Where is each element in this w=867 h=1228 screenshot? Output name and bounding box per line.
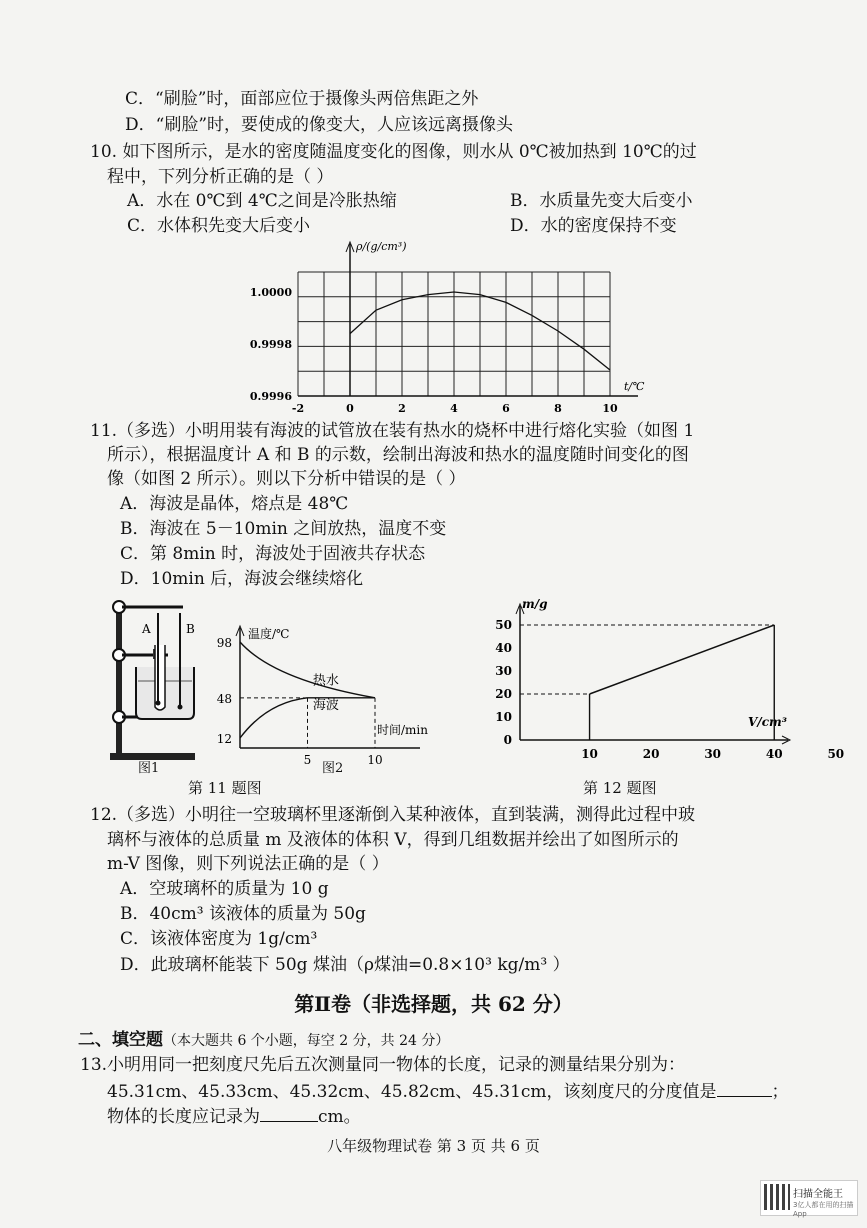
hypo-curve — [240, 698, 375, 738]
q12-option-d: D．此玻璃杯能装下 50g 煤油（ρ煤油=0.8×10³ kg/m³ ） — [120, 955, 570, 975]
x-axis-label: t/℃ — [624, 380, 645, 393]
watermark-title: 扫描全能王 — [793, 1189, 843, 1200]
q13-stem-line3 — [107, 1105, 361, 1128]
y-axis-label: m/g — [522, 597, 548, 611]
q9-option-d: D．“刷脸”时，要使成的像变大，人应该远离摄像头 — [125, 115, 514, 135]
q12-option-a: A．空玻璃杯的质量为 10 g — [120, 879, 329, 899]
q11-option-a: A．海波是晶体，熔点是 48℃ — [120, 494, 349, 514]
q12-option-c: C．该液体密度为 1g/cm³ — [120, 929, 318, 949]
x-tick-label: -2 — [291, 402, 305, 415]
scanner-watermark — [760, 1180, 858, 1216]
q12-stem-line2: 璃杯与液体的总质量 m 及液体的体积 V，得到几组数据并绘出了如图所示的 — [107, 830, 679, 850]
x-tick-label: 6 — [502, 402, 510, 415]
fig1-label-b: B — [186, 622, 195, 636]
x-tick-label: 8 — [554, 402, 562, 415]
hypo-label: 海波 — [312, 697, 339, 713]
part2-header — [78, 1029, 449, 1052]
q11-temperature-chart — [212, 620, 437, 770]
y-axis-label: 温度/℃ — [248, 627, 290, 641]
q10-option-b: B．水质量先变大后变小 — [510, 191, 693, 211]
q13-stem-text2-end: ； — [771, 1082, 789, 1102]
y-tick-label: 30 — [495, 664, 512, 678]
y-tick-label: 10 — [495, 710, 512, 724]
x-tick-label: 0 — [346, 402, 354, 415]
q13-blank-length[interactable] — [260, 1105, 318, 1122]
x-tick-label: 10 — [602, 402, 618, 415]
part2-heading: 二、填空题 — [78, 1030, 163, 1050]
x-tick-label: 50 — [827, 747, 845, 761]
fig1-label-a: A — [142, 622, 151, 636]
y-tick-label: 0.9996 — [249, 390, 292, 403]
q11-stem-line1: 11.（多选）小明用装有海波的试管放在装有热水的烧杯中进行熔化实验（如图 1 — [90, 421, 695, 441]
x-tick-label: 40 — [765, 747, 783, 761]
q10-density-chart — [240, 238, 660, 418]
q11-option-c: C．第 8min 时，海波处于固液共存状态 — [120, 544, 426, 564]
q10-stem-line1: 10. 如下图所示，是水的密度随温度变化的图像，则水从 0℃被加热到 10℃的过 — [90, 142, 697, 162]
y-axis-label: ρ/(g/cm³) — [356, 240, 407, 253]
q11-caption: 第 11 题图 — [188, 779, 262, 797]
x-tick-label: 2 — [398, 402, 406, 415]
q13-stem-line1: 13.小明用同一把刻度尺先后五次测量同一物体的长度，记录的测量结果分别为： — [80, 1055, 686, 1075]
section2-title: 第Ⅱ卷（非选择题，共 62 分） — [294, 992, 573, 1016]
y-tick-label: 20 — [495, 687, 512, 701]
q11-stem-line2: 所示），根据温度计 A 和 B 的示数，绘制出海波和热水的温度随时间变化的图 — [107, 445, 689, 465]
part2-note: （本大题共 6 个小题，每空 2 分，共 24 分） — [163, 1033, 450, 1049]
x-tick-label: 10 — [367, 753, 383, 767]
qr-code-icon — [764, 1184, 790, 1210]
x-tick-label: 4 — [450, 402, 458, 415]
x-tick-label: 5 — [303, 753, 312, 767]
y-tick-label: 0.9998 — [249, 338, 292, 351]
y-tick-label: 50 — [495, 618, 512, 632]
q13-stem-text2: 45.31cm、45.33cm、45.32cm、45.82cm、45.31cm，该刻度尺的分度值是 — [107, 1082, 717, 1102]
q9-option-c: C．“刷脸”时，面部应位于摄像头两倍焦距之外 — [125, 89, 479, 109]
y-tick-label: 48 — [216, 691, 232, 706]
q13-blank-division[interactable] — [717, 1080, 772, 1097]
y-tick-label: 12 — [216, 732, 232, 746]
q11-option-d: D．10min 后，海波会继续熔化 — [120, 569, 364, 589]
q10-option-c: C．水体积先变大后变小 — [127, 216, 311, 236]
mass-volume-line — [590, 625, 775, 694]
y-tick-label: 40 — [495, 641, 512, 655]
y-tick-label: 1.0000 — [249, 286, 292, 299]
q11-fig1-apparatus — [98, 595, 208, 780]
y-tick-label: 0 — [503, 733, 512, 747]
x-axis-label: 时间/min — [377, 723, 428, 737]
q11-stem-line3: 像（如图 2 所示）。则以下分析中错误的是（ ） — [107, 469, 466, 489]
x-axis-label: V/cm³ — [748, 715, 787, 729]
q10-option-a: A．水在 0℃到 4℃之间是冷胀热缩 — [127, 191, 397, 211]
q10-option-d: D．水的密度保持不变 — [510, 216, 677, 236]
x-tick-label: 30 — [704, 747, 722, 761]
q13-stem-text3-end: cm。 — [318, 1107, 361, 1127]
q11-option-b: B．海波在 5－10min 之间放热，温度不变 — [120, 519, 447, 539]
watermark-subtitle: 3亿人都在用的扫描App — [793, 1201, 854, 1218]
q11-fig2-label: 图2 — [322, 761, 344, 776]
hot-water-label: 热水 — [312, 673, 339, 689]
q12-option-b: B．40cm³ 该液体的质量为 50g — [120, 904, 366, 924]
x-tick-label: 20 — [642, 747, 660, 761]
q10-stem-line2: 程中，下列分析正确的是（ ） — [107, 167, 334, 187]
q12-caption: 第 12 题图 — [583, 779, 657, 797]
x-tick-label: 10 — [581, 747, 598, 761]
q13-stem-text3: 物体的长度应记录为 — [107, 1107, 260, 1127]
q13-stem-line2 — [107, 1080, 789, 1103]
q12-stem-line1: 12.（多选）小明往一空玻璃杯里逐渐倒入某种液体，直到装满，测得此过程中玻 — [90, 805, 696, 825]
hot-water-curve — [240, 642, 375, 698]
q12-mass-volume-chart — [490, 592, 845, 767]
y-tick-label: 98 — [216, 636, 232, 650]
q11-fig1-label: 图1 — [138, 761, 160, 776]
page-footer: 八年级物理试卷 第 3 页 共 6 页 — [327, 1137, 540, 1155]
q12-stem-line3: m-V 图像，则下列说法正确的是（ ） — [107, 854, 389, 874]
